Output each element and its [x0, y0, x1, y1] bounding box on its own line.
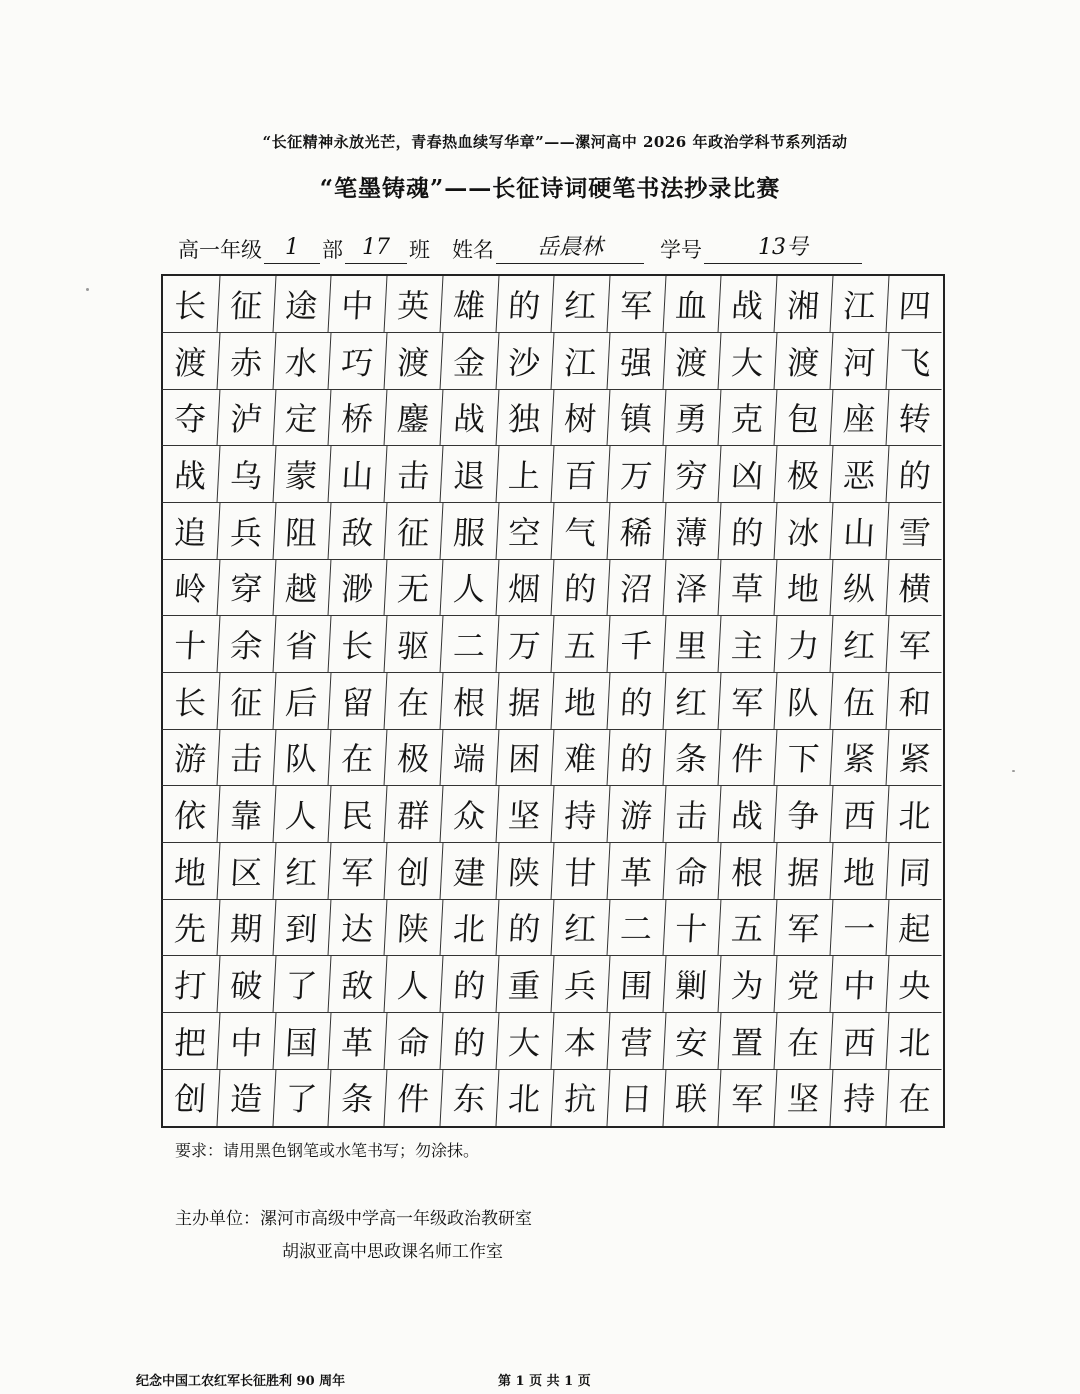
grid-cell: 的 — [496, 276, 555, 333]
grid-cell: 国 — [273, 1013, 332, 1070]
grid-cell: 留 — [329, 673, 388, 730]
grid-cell: 大 — [496, 1013, 555, 1070]
requirement-note: 要求：请用黑色钢笔或水笔书写；勿涂抹。 — [175, 1141, 480, 1160]
grid-cell: 巧 — [329, 333, 388, 390]
grid-cell: 战 — [440, 389, 499, 446]
grid-cell: 独 — [496, 389, 555, 446]
grid-cell: 联 — [663, 1069, 722, 1126]
grid-cell: 在 — [329, 729, 388, 786]
grid-cell: 建 — [440, 843, 499, 900]
grid-cell: 战 — [719, 786, 778, 843]
organizer-line-2: 胡淑亚高中思政课名师工作室 — [282, 1242, 503, 1262]
grid-cell: 游 — [162, 729, 221, 786]
grid-cell: 击 — [384, 446, 443, 503]
student-info-row — [178, 230, 864, 264]
grid-cell: 转 — [886, 389, 945, 446]
grid-cell: 地 — [830, 843, 889, 900]
grid-cell: 的 — [607, 673, 666, 730]
grid-cell: 西 — [830, 1013, 889, 1070]
grid-cell: 北 — [496, 1069, 555, 1126]
grid-cell: 人 — [440, 559, 499, 616]
grid-cell: 击 — [217, 729, 276, 786]
grid-cell: 的 — [440, 1013, 499, 1070]
grid-cell: 薄 — [663, 503, 722, 560]
grid-cell: 气 — [552, 503, 611, 560]
scan-speck — [86, 288, 89, 291]
grade-label: 高一年级 — [178, 238, 262, 262]
grid-cell: 省 — [273, 616, 332, 673]
grid-cell: 战 — [719, 276, 778, 333]
grid-cell: 敌 — [329, 956, 388, 1013]
grid-cell: 鏖 — [384, 389, 443, 446]
grid-cell: 凶 — [719, 446, 778, 503]
grid-cell: 兵 — [217, 503, 276, 560]
grid-cell: 大 — [719, 333, 778, 390]
writing-grid — [161, 274, 945, 1128]
grid-cell: 日 — [607, 1069, 666, 1126]
grid-cell: 雄 — [440, 276, 499, 333]
grid-cell: 件 — [384, 1069, 443, 1126]
grid-cell: 破 — [217, 956, 276, 1013]
grid-cell: 安 — [663, 1013, 722, 1070]
grid-cell: 西 — [830, 786, 889, 843]
grid-cell: 后 — [273, 673, 332, 730]
grid-cell: 树 — [552, 389, 611, 446]
grid-cell: 红 — [552, 276, 611, 333]
grid-cell: 根 — [719, 843, 778, 900]
grid-cell: 创 — [162, 1069, 221, 1126]
grid-cell: 二 — [440, 616, 499, 673]
grid-cell: 恶 — [830, 446, 889, 503]
event-subtitle: “长征精神永放光芒，青春热血续写华章”——漯河高中 2026 年政治学科节系列活动 — [262, 133, 848, 151]
grid-cell: 北 — [886, 786, 945, 843]
grid-cell: 东 — [440, 1069, 499, 1126]
grid-cell: 持 — [830, 1069, 889, 1126]
grid-cell: 军 — [329, 843, 388, 900]
grid-cell: 根 — [440, 673, 499, 730]
scan-speck — [1012, 770, 1015, 772]
grid-cell: 山 — [329, 446, 388, 503]
grid-cell: 渡 — [663, 333, 722, 390]
grid-cell: 把 — [162, 1013, 221, 1070]
grid-cell: 力 — [774, 616, 833, 673]
organizer-block — [175, 1203, 532, 1269]
grid-cell: 阻 — [273, 503, 332, 560]
grid-cell: 血 — [663, 276, 722, 333]
grid-cell: 军 — [719, 673, 778, 730]
grid-cell: 军 — [774, 899, 833, 956]
grid-cell: 百 — [552, 446, 611, 503]
grid-cell: 山 — [830, 503, 889, 560]
grid-cell: 难 — [552, 729, 611, 786]
grid-cell: 退 — [440, 446, 499, 503]
grid-cell: 包 — [774, 389, 833, 446]
class-field[interactable]: 17 — [345, 233, 407, 264]
grid-cell: 沙 — [496, 333, 555, 390]
grid-cell: 一 — [830, 899, 889, 956]
grid-cell: 到 — [273, 899, 332, 956]
grid-cell: 众 — [440, 786, 499, 843]
grid-cell: 的 — [496, 899, 555, 956]
grid-cell: 座 — [830, 389, 889, 446]
grid-cell: 的 — [886, 446, 945, 503]
grid-cell: 民 — [329, 786, 388, 843]
grid-cell: 万 — [607, 446, 666, 503]
grid-cell: 长 — [162, 276, 221, 333]
grid-cell: 陕 — [384, 899, 443, 956]
grid-cell: 地 — [162, 843, 221, 900]
grid-cell: 江 — [552, 333, 611, 390]
grid-cell: 万 — [496, 616, 555, 673]
grid-cell: 五 — [719, 899, 778, 956]
grid-cell: 纵 — [830, 559, 889, 616]
grid-cell: 克 — [719, 389, 778, 446]
grid-cell: 伍 — [830, 673, 889, 730]
grid-cell: 红 — [273, 843, 332, 900]
grid-cell: 期 — [217, 899, 276, 956]
grid-cell: 先 — [162, 899, 221, 956]
grid-cell: 越 — [273, 559, 332, 616]
grid-cell: 驱 — [384, 616, 443, 673]
name-field[interactable]: 岳晨林 — [496, 233, 644, 264]
grid-cell: 坚 — [496, 786, 555, 843]
grid-cell: 红 — [830, 616, 889, 673]
grid-cell: 造 — [217, 1069, 276, 1126]
grid-cell: 军 — [607, 276, 666, 333]
grid-cell: 镇 — [607, 389, 666, 446]
student-id-field[interactable]: 13号 — [704, 233, 862, 264]
grid-cell: 党 — [774, 956, 833, 1013]
grid-cell: 北 — [440, 899, 499, 956]
grid-cell: 军 — [719, 1069, 778, 1126]
grid-cell: 红 — [552, 899, 611, 956]
class-label: 班 — [409, 238, 430, 262]
grid-cell: 紧 — [886, 729, 945, 786]
grid-cell: 同 — [886, 843, 945, 900]
grid-cell: 队 — [273, 729, 332, 786]
grid-cell: 置 — [719, 1013, 778, 1070]
grid-cell: 创 — [384, 843, 443, 900]
student-id-label: 学号 — [660, 238, 702, 262]
grid-cell: 乌 — [217, 446, 276, 503]
grid-cell: 无 — [384, 559, 443, 616]
grid-cell: 陕 — [496, 843, 555, 900]
grid-cell: 二 — [607, 899, 666, 956]
grid-cell: 群 — [384, 786, 443, 843]
grid-cell: 持 — [552, 786, 611, 843]
grid-cell: 穿 — [217, 559, 276, 616]
grid-cell: 中 — [329, 276, 388, 333]
grid-cell: 主 — [719, 616, 778, 673]
grid-cell: 了 — [273, 956, 332, 1013]
grid-cell: 余 — [217, 616, 276, 673]
grid-cell: 渡 — [384, 333, 443, 390]
grid-cell: 地 — [774, 559, 833, 616]
grid-cell: 定 — [273, 389, 332, 446]
grid-cell: 兵 — [552, 956, 611, 1013]
grid-cell: 央 — [886, 956, 945, 1013]
contest-title: “笔墨铸魂”——长征诗词硬笔书法抄录比赛 — [319, 175, 781, 202]
grid-cell: 在 — [774, 1013, 833, 1070]
name-label: 姓名 — [452, 238, 494, 262]
grid-cell: 红 — [663, 673, 722, 730]
grid-cell: 夺 — [162, 389, 221, 446]
grid-cell: 横 — [886, 559, 945, 616]
grid-cell: 勇 — [663, 389, 722, 446]
grid-cell: 营 — [607, 1013, 666, 1070]
grid-cell: 据 — [496, 673, 555, 730]
grid-cell: 水 — [273, 333, 332, 390]
grid-cell: 起 — [886, 899, 945, 956]
grid-cell: 的 — [440, 956, 499, 1013]
grid-cell: 江 — [830, 276, 889, 333]
grid-cell: 重 — [496, 956, 555, 1013]
grid-cell: 河 — [830, 333, 889, 390]
grid-cell: 里 — [663, 616, 722, 673]
grid-cell: 人 — [273, 786, 332, 843]
grid-cell: 十 — [663, 899, 722, 956]
grid-cell: 和 — [886, 673, 945, 730]
grid-cell: 队 — [774, 673, 833, 730]
grid-cell: 渺 — [329, 559, 388, 616]
grid-cell: 靠 — [217, 786, 276, 843]
grid-cell: 命 — [384, 1013, 443, 1070]
grid-cell: 征 — [384, 503, 443, 560]
grid-cell: 征 — [217, 276, 276, 333]
grid-cell: 飞 — [886, 333, 945, 390]
grid-cell: 中 — [217, 1013, 276, 1070]
grid-cell: 游 — [607, 786, 666, 843]
grid-cell: 条 — [663, 729, 722, 786]
grid-cell: 湘 — [774, 276, 833, 333]
grid-cell: 四 — [886, 276, 945, 333]
grid-cell: 在 — [898, 1080, 933, 1119]
grid-cell: 了 — [273, 1069, 332, 1126]
grid-cell: 人 — [384, 956, 443, 1013]
grid-cell: 十 — [162, 616, 221, 673]
grid-cell: 区 — [217, 843, 276, 900]
grid-cell: 剿 — [663, 956, 722, 1013]
grid-cell: 甘 — [552, 843, 611, 900]
grid-cell: 五 — [552, 616, 611, 673]
grid-cell: 草 — [719, 559, 778, 616]
grid-cell: 空 — [496, 503, 555, 560]
grid-cell: 渡 — [774, 333, 833, 390]
grid-cell: 途 — [273, 276, 332, 333]
grid-cell: 件 — [719, 729, 778, 786]
grid-cell: 中 — [830, 956, 889, 1013]
grid-cell: 据 — [774, 843, 833, 900]
grid-cell: 长 — [329, 616, 388, 673]
grid-cell: 上 — [496, 446, 555, 503]
grid-cell: 达 — [329, 899, 388, 956]
grid-cell: 为 — [719, 956, 778, 1013]
grid-cell: 岭 — [162, 559, 221, 616]
grid-cell: 穷 — [663, 446, 722, 503]
footer-commemoration: 纪念中国工农红军长征胜利 90 周年 — [136, 1374, 346, 1389]
grid-cell: 围 — [607, 956, 666, 1013]
grid-cell: 击 — [663, 786, 722, 843]
grid-cell: 命 — [663, 843, 722, 900]
grid-cell: 服 — [440, 503, 499, 560]
grid-cell: 困 — [496, 729, 555, 786]
grid-cell: 端 — [440, 729, 499, 786]
grid-cell: 紧 — [830, 729, 889, 786]
grid-cell: 追 — [162, 503, 221, 560]
grid-cell: 沼 — [607, 559, 666, 616]
grid-cell: 革 — [329, 1013, 388, 1070]
grid-cell: 北 — [886, 1013, 945, 1070]
grid-cell: 极 — [384, 729, 443, 786]
grid-cell: 战 — [162, 446, 221, 503]
grid-cell: 泸 — [217, 389, 276, 446]
grid-cell: 本 — [552, 1013, 611, 1070]
grid-cell: 泽 — [663, 559, 722, 616]
grid-cell: 条 — [329, 1069, 388, 1126]
grid-cell: 军 — [886, 616, 945, 673]
grid-cell: 英 — [384, 276, 443, 333]
grid-cell: 赤 — [217, 333, 276, 390]
grid-cell: 冰 — [774, 503, 833, 560]
grid-cell: 的 — [607, 729, 666, 786]
grid-cell: 蒙 — [273, 446, 332, 503]
grid-cell: 依 — [162, 786, 221, 843]
grid-cell: 渡 — [162, 333, 221, 390]
grid-cell: 征 — [217, 673, 276, 730]
grid-cell: 革 — [607, 843, 666, 900]
grid-cell: 桥 — [329, 389, 388, 446]
dept-label: 部 — [322, 238, 343, 262]
grid-cell: 打 — [162, 956, 221, 1013]
grid-cell: 下 — [774, 729, 833, 786]
grid-cell: 烟 — [496, 559, 555, 616]
grid-cell: 长 — [162, 673, 221, 730]
grid-cell: 稀 — [607, 503, 666, 560]
grid-cell: 在 — [384, 673, 443, 730]
grid-cell: 的 — [552, 559, 611, 616]
organizer-line-1: 主办单位：漯河市高级中学高一年级政治教研室 — [175, 1209, 532, 1229]
grid-cell: 千 — [607, 616, 666, 673]
grid-cell: 争 — [774, 786, 833, 843]
grid-cell: 强 — [607, 333, 666, 390]
grid-cell: 极 — [774, 446, 833, 503]
grid-cell: 坚 — [774, 1069, 833, 1126]
grid-cell: 金 — [440, 333, 499, 390]
grid-cell: 的 — [719, 503, 778, 560]
grid-cell: 地 — [552, 673, 611, 730]
grid-cell: 抗 — [552, 1069, 611, 1126]
grid-cell: 敌 — [329, 503, 388, 560]
grid-cell: 雪 — [886, 503, 945, 560]
page-number: 第 1 页 共 1 页 — [498, 1374, 591, 1389]
dept-field[interactable]: 1 — [264, 233, 320, 264]
